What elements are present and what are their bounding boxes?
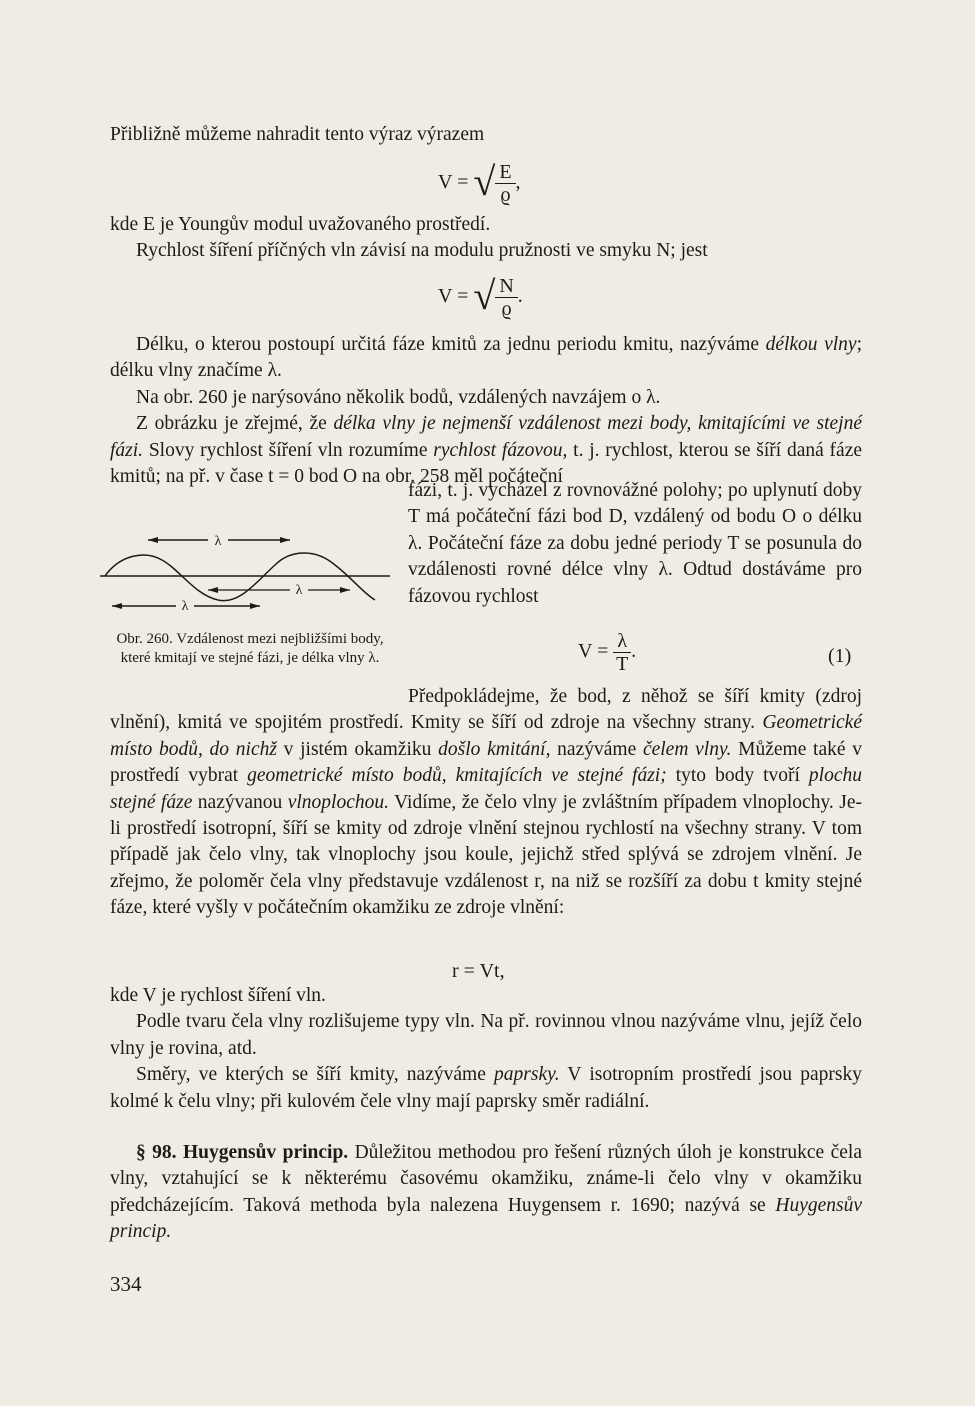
- text-run: Směry, ve kterých se šíří kmity, nazýváme: [136, 1064, 495, 1086]
- arrowhead-right: [340, 587, 350, 593]
- equation-number: (1): [828, 645, 852, 667]
- intro-line: Přibližně můžeme nahradit tento výraz výrazem: [110, 124, 485, 145]
- run-0: Předpokládejme, že bod, z něhož se šíří kmity (zdroj vlnění), kmitá ve spojitém prostředí. Kmity se šíří od zdroje na všechny strany.: [110, 686, 862, 734]
- equation-young: [438, 160, 521, 207]
- run-2: v jistém okamžiku: [276, 738, 439, 760]
- run-12: Vidíme, že čelo vlny je zvláštním případem vlnoplochy. Je-li prostředí isotropní, šíří se kmity od zdroje vlnění stejnou rychlostí na všechny strany. V tom případě jak čelo vlny, tak vlnoplochy jsou koule, jejichž střed splývá se zdrojem vlnění. Je zřejmo, že poloměr čela vlny představuje vzdálenost r, na niž se rozšíří za dobu t kmity stejné fáze, které vyšly v počátečním okamžiku ze zdroje vlnění:: [110, 791, 862, 919]
- text-run-italic: délkou vlny: [765, 334, 857, 355]
- wave-figure: [100, 520, 395, 625]
- arrowhead-left: [148, 537, 158, 543]
- run-4: nazýváme: [550, 738, 643, 760]
- run-1: Geometrické místo bodů, do nichž: [110, 712, 862, 760]
- run-11: vlnoplochou.: [287, 791, 390, 813]
- lambda-label-top: λ: [214, 534, 222, 549]
- arrowhead-right: [280, 537, 290, 543]
- right-column: [408, 478, 862, 610]
- run-8: tyto body tvoří: [666, 765, 809, 787]
- eq-numerator: N: [495, 275, 517, 298]
- sqrt-sign: √: [473, 273, 496, 318]
- eq-denominator: T: [616, 653, 629, 675]
- text-run: Důležitou methodou pro řešení různých úloh je konstrukce čela vlny, vztahující se k některému časovému okamžiku, známe-li čelo vlny v okamžiku předcházejícím. Taková methoda byla nalezena Huygensem r. 1690; nazývá se: [110, 1142, 862, 1216]
- equation-phase-velocity: [578, 630, 636, 675]
- eq-fraction: [495, 275, 517, 320]
- text-run: t. j. rychlost, kterou se šíří daná fáze kmitů; na př. v čase t = 0 bod O na obr. 258 měl počáteční: [110, 439, 863, 488]
- run-3: došlo kmitání,: [438, 738, 551, 760]
- eq-fraction: [495, 161, 515, 206]
- young-block: [110, 212, 862, 265]
- eq-denominator: ϱ: [500, 184, 511, 206]
- types-paragraph: Podle tvaru čela vlny rozlišujeme typy vln. Na př. rovinnou vlnou nazýváme vlnu, jejíž čelo vlny je rovina, atd.: [110, 1011, 862, 1059]
- equation-shear: [438, 274, 523, 321]
- eq-trail: .: [517, 285, 523, 308]
- text-run-italic: paprsky.: [494, 1064, 560, 1086]
- eq-lhs: V =: [438, 171, 469, 194]
- young-line: kde E je Youngův modul uvažovaného prostředí.: [110, 214, 491, 235]
- section-98: [110, 1140, 862, 1246]
- text-run: ; délku vlny značíme λ.: [110, 334, 862, 382]
- sqrt-sign: √: [473, 159, 496, 204]
- page-number: 334: [110, 1272, 142, 1296]
- equation-radius: r = Vt,: [452, 960, 505, 982]
- fig260-paragraph: Na obr. 260 je narýsováno několik bodů, vzdálených navzájem o λ.: [136, 386, 661, 408]
- arrowhead-right: [250, 603, 260, 609]
- types-block: [110, 983, 862, 1115]
- eq-numerator: E: [495, 161, 515, 184]
- figure-caption: Obr. 260. Vzdálenost mezi nejbližšími body, které kmitají ve stejné fázi, je délka vlny λ.: [116, 631, 384, 666]
- section-title: § 98. Huygensův princip.: [136, 1142, 349, 1163]
- eq-denominator: ϱ: [501, 298, 512, 320]
- eq-fraction: [613, 630, 631, 675]
- source-block: [110, 684, 862, 922]
- section-paragraph: [110, 1140, 862, 1246]
- wavelength-block: [110, 332, 862, 490]
- right-column-text: fázi, t. j. vycházel z rovnovážné polohy; po uplynutí doby T má počáteční fázi bod D, vzdálený od bodu O o délku λ. Počáteční fáze za dobu jedné periody T se posunula do vzdálenosti rovné délce vlny λ. Odtud dostáváme pro fázovou rychlost: [408, 480, 862, 607]
- eq-lhs: V =: [578, 640, 609, 663]
- text-run: V isotropním prostředí jsou paprsky kolmé k čelu vlny; při kulovém čele vlny mají paprsky směr radiální.: [110, 1064, 862, 1112]
- text-run: Délku, o kterou postoupí určitá fáze kmitů za jednu periodu kmitu, nazýváme: [136, 334, 766, 355]
- rays-paragraph: [110, 1062, 862, 1115]
- run-7: geometrické místo bodů, kmitajících ve stejné fázi;: [247, 765, 667, 787]
- text-run-italic: délka vlny je nejmenší vzdálenost mezi body, kmitajícími ve stejné fázi.: [110, 413, 863, 461]
- source-paragraph: [110, 684, 862, 922]
- lambda-label-bottom: λ: [181, 599, 189, 614]
- run-9: plochu stejné fáze: [110, 765, 862, 813]
- wave-curve: [105, 553, 375, 601]
- wavelength-paragraph: [110, 332, 862, 385]
- arrowhead-left: [208, 587, 218, 593]
- shear-line: Rychlost šíření příčných vln závisí na modulu pružnosti ve smyku N; jest: [136, 240, 708, 262]
- lambda-label-mid: λ: [295, 583, 303, 598]
- text-run: Slovy rychlost šíření vln rozumíme: [143, 439, 434, 461]
- run-6: Můžeme také v prostředí vybrat: [110, 738, 863, 787]
- text-run-italic: Huygensův princip.: [110, 1194, 862, 1243]
- text-run: Z obrázku je zřejmé, že: [136, 413, 334, 435]
- run-5: čelem vlny.: [642, 738, 732, 760]
- eq-numerator: λ: [613, 630, 631, 653]
- text-run-italic: rychlost fázovou,: [433, 439, 568, 461]
- arrowhead-left: [112, 603, 122, 609]
- v-line: kde V je rychlost šíření vln.: [110, 985, 326, 1006]
- run-10: nazývanou: [192, 791, 288, 813]
- eq-lhs: V =: [438, 285, 469, 308]
- eq-trail: .: [631, 640, 637, 663]
- intro-block: [110, 122, 862, 148]
- eq-trail: ,: [515, 171, 521, 194]
